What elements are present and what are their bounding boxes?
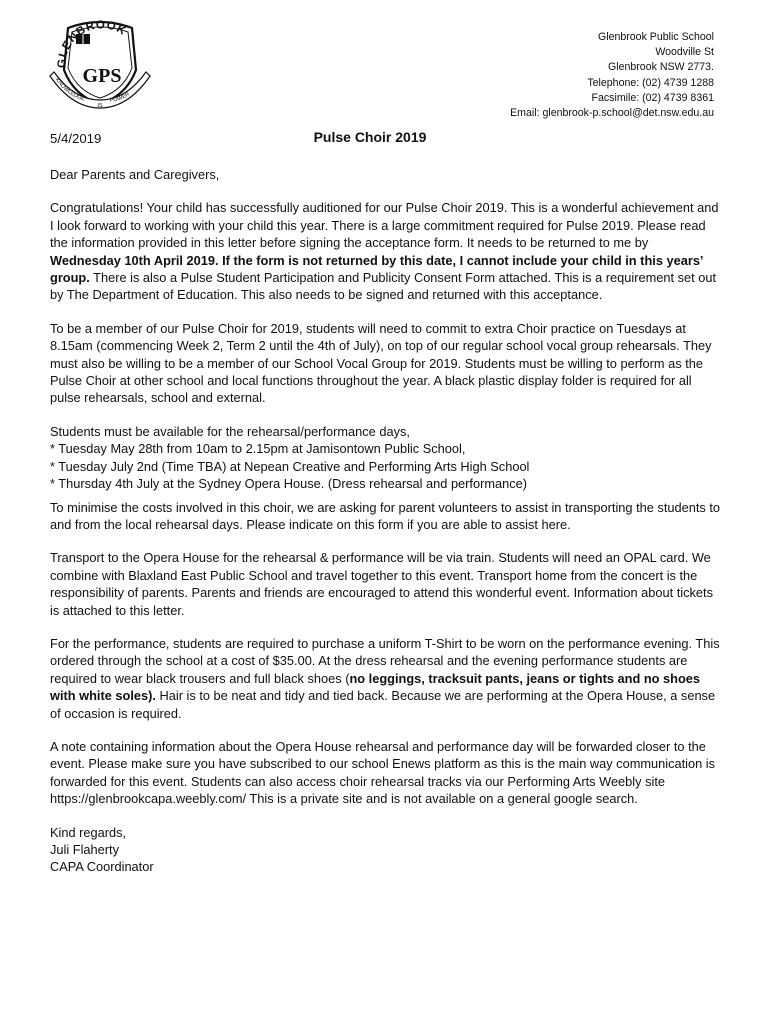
crest-school-name: GLENBROOK xyxy=(56,19,129,69)
letter-date: 5/4/2019 xyxy=(50,131,102,146)
crest-monogram: GPS xyxy=(82,65,122,87)
paragraph-audition xyxy=(50,199,722,303)
signer-role: CAPA Coordinator xyxy=(50,859,154,875)
greeting: Dear Parents and Caregivers, xyxy=(50,167,220,182)
address-email: Email: glenbrook-p.school@det.nsw.edu.au xyxy=(510,107,714,120)
paragraph-volunteers: To minimise the costs involved in this choir, we are asking for parent volunteers to assist in transporting the students to and from the local rehearsal days. Please indicate on this form if you are able to assist here. xyxy=(50,499,721,532)
dress-code-notice: no leggings, tracksuit pants, jeans or tights and no shoes with white soles). xyxy=(50,670,700,704)
paragraph-audition-text-end: There is also a Pulse Student Participation and Publicity Consent Form attached. This is a requirement set out by The Department of Education. This also needs to be signed and returned with this acceptance. xyxy=(50,270,717,303)
paragraph-uniform xyxy=(50,635,722,722)
crest-motto-mid: IS xyxy=(97,103,103,109)
address-school-name: Glenbrook Public School xyxy=(597,31,714,43)
letter-body xyxy=(50,166,722,876)
paragraph-opera-house-note: A note containing information about the Opera House rehearsal and performance day will be forwarded closer to the event. Please make sure you have subscribed to our school Enews platform as this is the main way communication is forwarded for this event. Students can also access choir rehearsal tracks via our Performing Arts Weebly site https://glenbrookcapa.weebly.com/ This is a private site and is not available on a general google search. xyxy=(50,738,716,807)
paragraph-uniform-text-end: Hair is to be neat and tidy and tied back. Because we are performing at the Opera House, a sense of occasion is required. xyxy=(50,688,716,721)
school-address-block xyxy=(510,30,714,121)
paragraph-membership: To be a member of our Pulse Choir for 2019, students will need to commit to extra Choir practice on Tuesdays at 8.15am (commencing Week 2, Term 2 until the 4th of July), on top of our regular school vocal group rehearsals. They must also be willing to be a member of our School Vocal Group for 2019. Students must be willing to perform as the Pulse Choir at other school and local functions throughout the year. A black plastic display folder is required for all pulse rehearsals, school and external. xyxy=(50,320,712,406)
school-crest-logo xyxy=(46,18,154,113)
paragraph-uniform-text: For the performance, students are required to purchase a uniform T-Shirt to be worn on the performance evening. This ordered through the school at a cost of $35.00. At the dress rehearsal and the evening performance students are required to wear black trousers and full black shoes ( xyxy=(50,635,720,686)
signer-name: Juli Flaherty xyxy=(50,842,119,857)
address-facsimile: Facsimile: (02) 4739 8361 xyxy=(591,91,714,104)
rehearsal-date-item: * Tuesday May 28th from 10am to 2.15pm at Jamisontown Public School, xyxy=(50,441,466,457)
crest-graphic xyxy=(46,18,154,113)
signoff xyxy=(50,824,722,876)
rehearsal-intro: Students must be available for the rehearsal/performance days, xyxy=(50,423,410,439)
rehearsal-date-item: * Tuesday July 2nd (Time TBA) at Nepean Creative and Performing Arts High School xyxy=(50,458,530,474)
svg-text:GLENBROOK xyxy=(56,19,128,68)
rehearsal-dates xyxy=(50,423,722,493)
closing: Kind regards, xyxy=(50,824,127,840)
crest-motto-left: KNOWLEDGE xyxy=(53,77,86,103)
address-telephone: Telephone: (02) 4739 1288 xyxy=(587,76,714,89)
deadline-notice: Wednesday 10th April 2019. If the form is not returned by this date, I cannot include your child in this years’ group. xyxy=(50,252,703,286)
address-street: Woodville St xyxy=(655,46,714,59)
paragraph-transport: Transport to the Opera House for the rehearsal & performance will be via train. Students will need an OPAL card. We combine with Blaxland East Public School and travel together to this event. Transport home from the concert is the responsibility of parents. Parents and friends are encouraged to attend this wonderful event. Information about tickets is attached to this letter. xyxy=(50,550,713,618)
rehearsal-date-item: * Thursday 4th July at the Sydney Opera House. (Dress rehearsal and performance) xyxy=(50,476,528,492)
crest-motto-right: POWER xyxy=(109,91,131,104)
paragraph-audition-text: Congratulations! Your child has successfully auditioned for our Pulse Choir 2019. This is a wonderful achievement and I look forward to working with your child this year. There is a large commitment required for Pulse 2019. Please read the information provided in this letter before signing the acceptance form. It needs to be returned to me by xyxy=(50,200,719,251)
address-suburb: Glenbrook NSW 2773. xyxy=(608,61,714,74)
letter-title: Pulse Choir 2019 xyxy=(313,129,427,145)
